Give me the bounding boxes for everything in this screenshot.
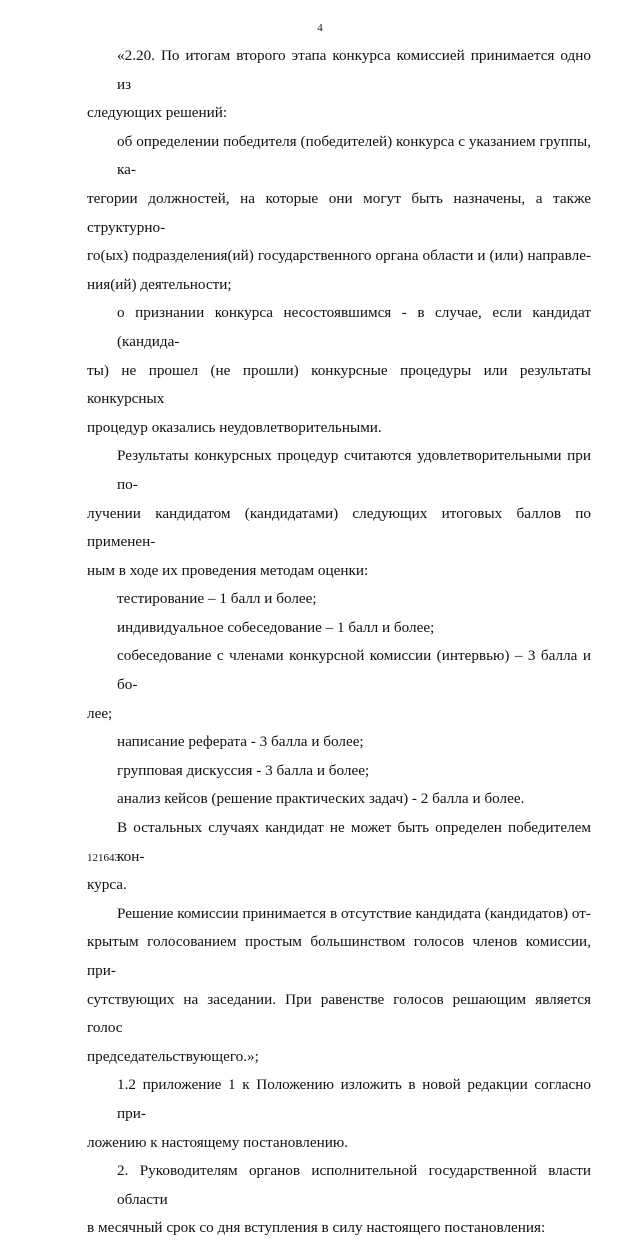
- text-line: о признании конкурса несостоявшимся - в случае, если кандидат (кандида-: [117, 304, 591, 350]
- text-line: крытым голосованием простым большинством голосов членов комиссии, при-: [87, 933, 591, 979]
- text-line: 1.2 приложение 1 к Положению изложить в новой редакции согласно при-: [117, 1076, 591, 1122]
- text-line: Результаты конкурсных процедур считаются удовлетворительными при по-: [117, 447, 591, 493]
- paragraph: [87, 814, 591, 900]
- text-line: ным в ходе их проведения методам оценки:: [87, 561, 369, 579]
- text-line: председательствующего.»;: [87, 1047, 259, 1065]
- text-line: сутствующих на заседании. При равенстве голосов решающим является голос: [87, 990, 591, 1037]
- text-line: лучении кандидатом (кандидатами) следующих итоговых баллов по применен-: [87, 504, 591, 551]
- text-line: 2. Руководителям органов исполнительной государственной власти области: [117, 1162, 591, 1208]
- paragraph: [87, 299, 591, 442]
- paragraph: [87, 42, 591, 128]
- text-line: в месячный срок со дня вступления в силу настоящего постановления:: [87, 1219, 546, 1237]
- text-line: курса.: [87, 876, 127, 894]
- text-line: ложению к настоящему постановлению.: [87, 1133, 348, 1151]
- text-line: ты) не прошел (не прошли) конкурсные процедуры или результаты конкурсных: [87, 361, 591, 408]
- text-line: тегории должностей, на которые они могут быть назначены, а также структурно-: [87, 189, 591, 236]
- list-item: индивидуальное собеседование – 1 балл и более;: [117, 618, 435, 636]
- paragraph: [87, 900, 591, 1072]
- document-code: 121643: [87, 852, 120, 864]
- paragraph: [87, 128, 591, 300]
- text-line: ния(ий) деятельности;: [87, 275, 232, 293]
- paragraph: [87, 1071, 591, 1157]
- paragraph: [87, 1157, 591, 1243]
- text-line: лее;: [87, 704, 113, 722]
- text-line: собеседование с членами конкурсной комиссии (интервью) – 3 балла и бо-: [117, 647, 591, 694]
- text-line: об определении победителя (победителей) конкурса с указанием группы, ка-: [117, 132, 591, 179]
- document-body: [87, 42, 591, 1243]
- list-item: [87, 642, 591, 728]
- text-line: следующих решений:: [87, 104, 228, 122]
- paragraph: [87, 442, 591, 585]
- text-line: го(ых) подразделения(ий) государственного органа области и (или) направле-: [87, 247, 591, 265]
- list-item: написание реферата - 3 балла и более;: [117, 733, 364, 751]
- list-item: групповая дискуссия - 3 балла и более;: [117, 761, 370, 779]
- page-number: 4: [317, 22, 323, 34]
- list-item: анализ кейсов (решение практических задач) - 2 балла и более.: [117, 790, 525, 808]
- text-line: Решение комиссии принимается в отсутствие кандидата (кандидатов) от-: [117, 904, 591, 922]
- text-line: процедур оказались неудовлетворительными.: [87, 418, 382, 436]
- text-line: «2.20. По итогам второго этапа конкурса комиссией принимается одно из: [117, 47, 591, 93]
- text-line: В остальных случаях кандидат не может быть определен победителем кон-: [117, 819, 591, 865]
- list-item: тестирование – 1 балл и более;: [117, 590, 317, 608]
